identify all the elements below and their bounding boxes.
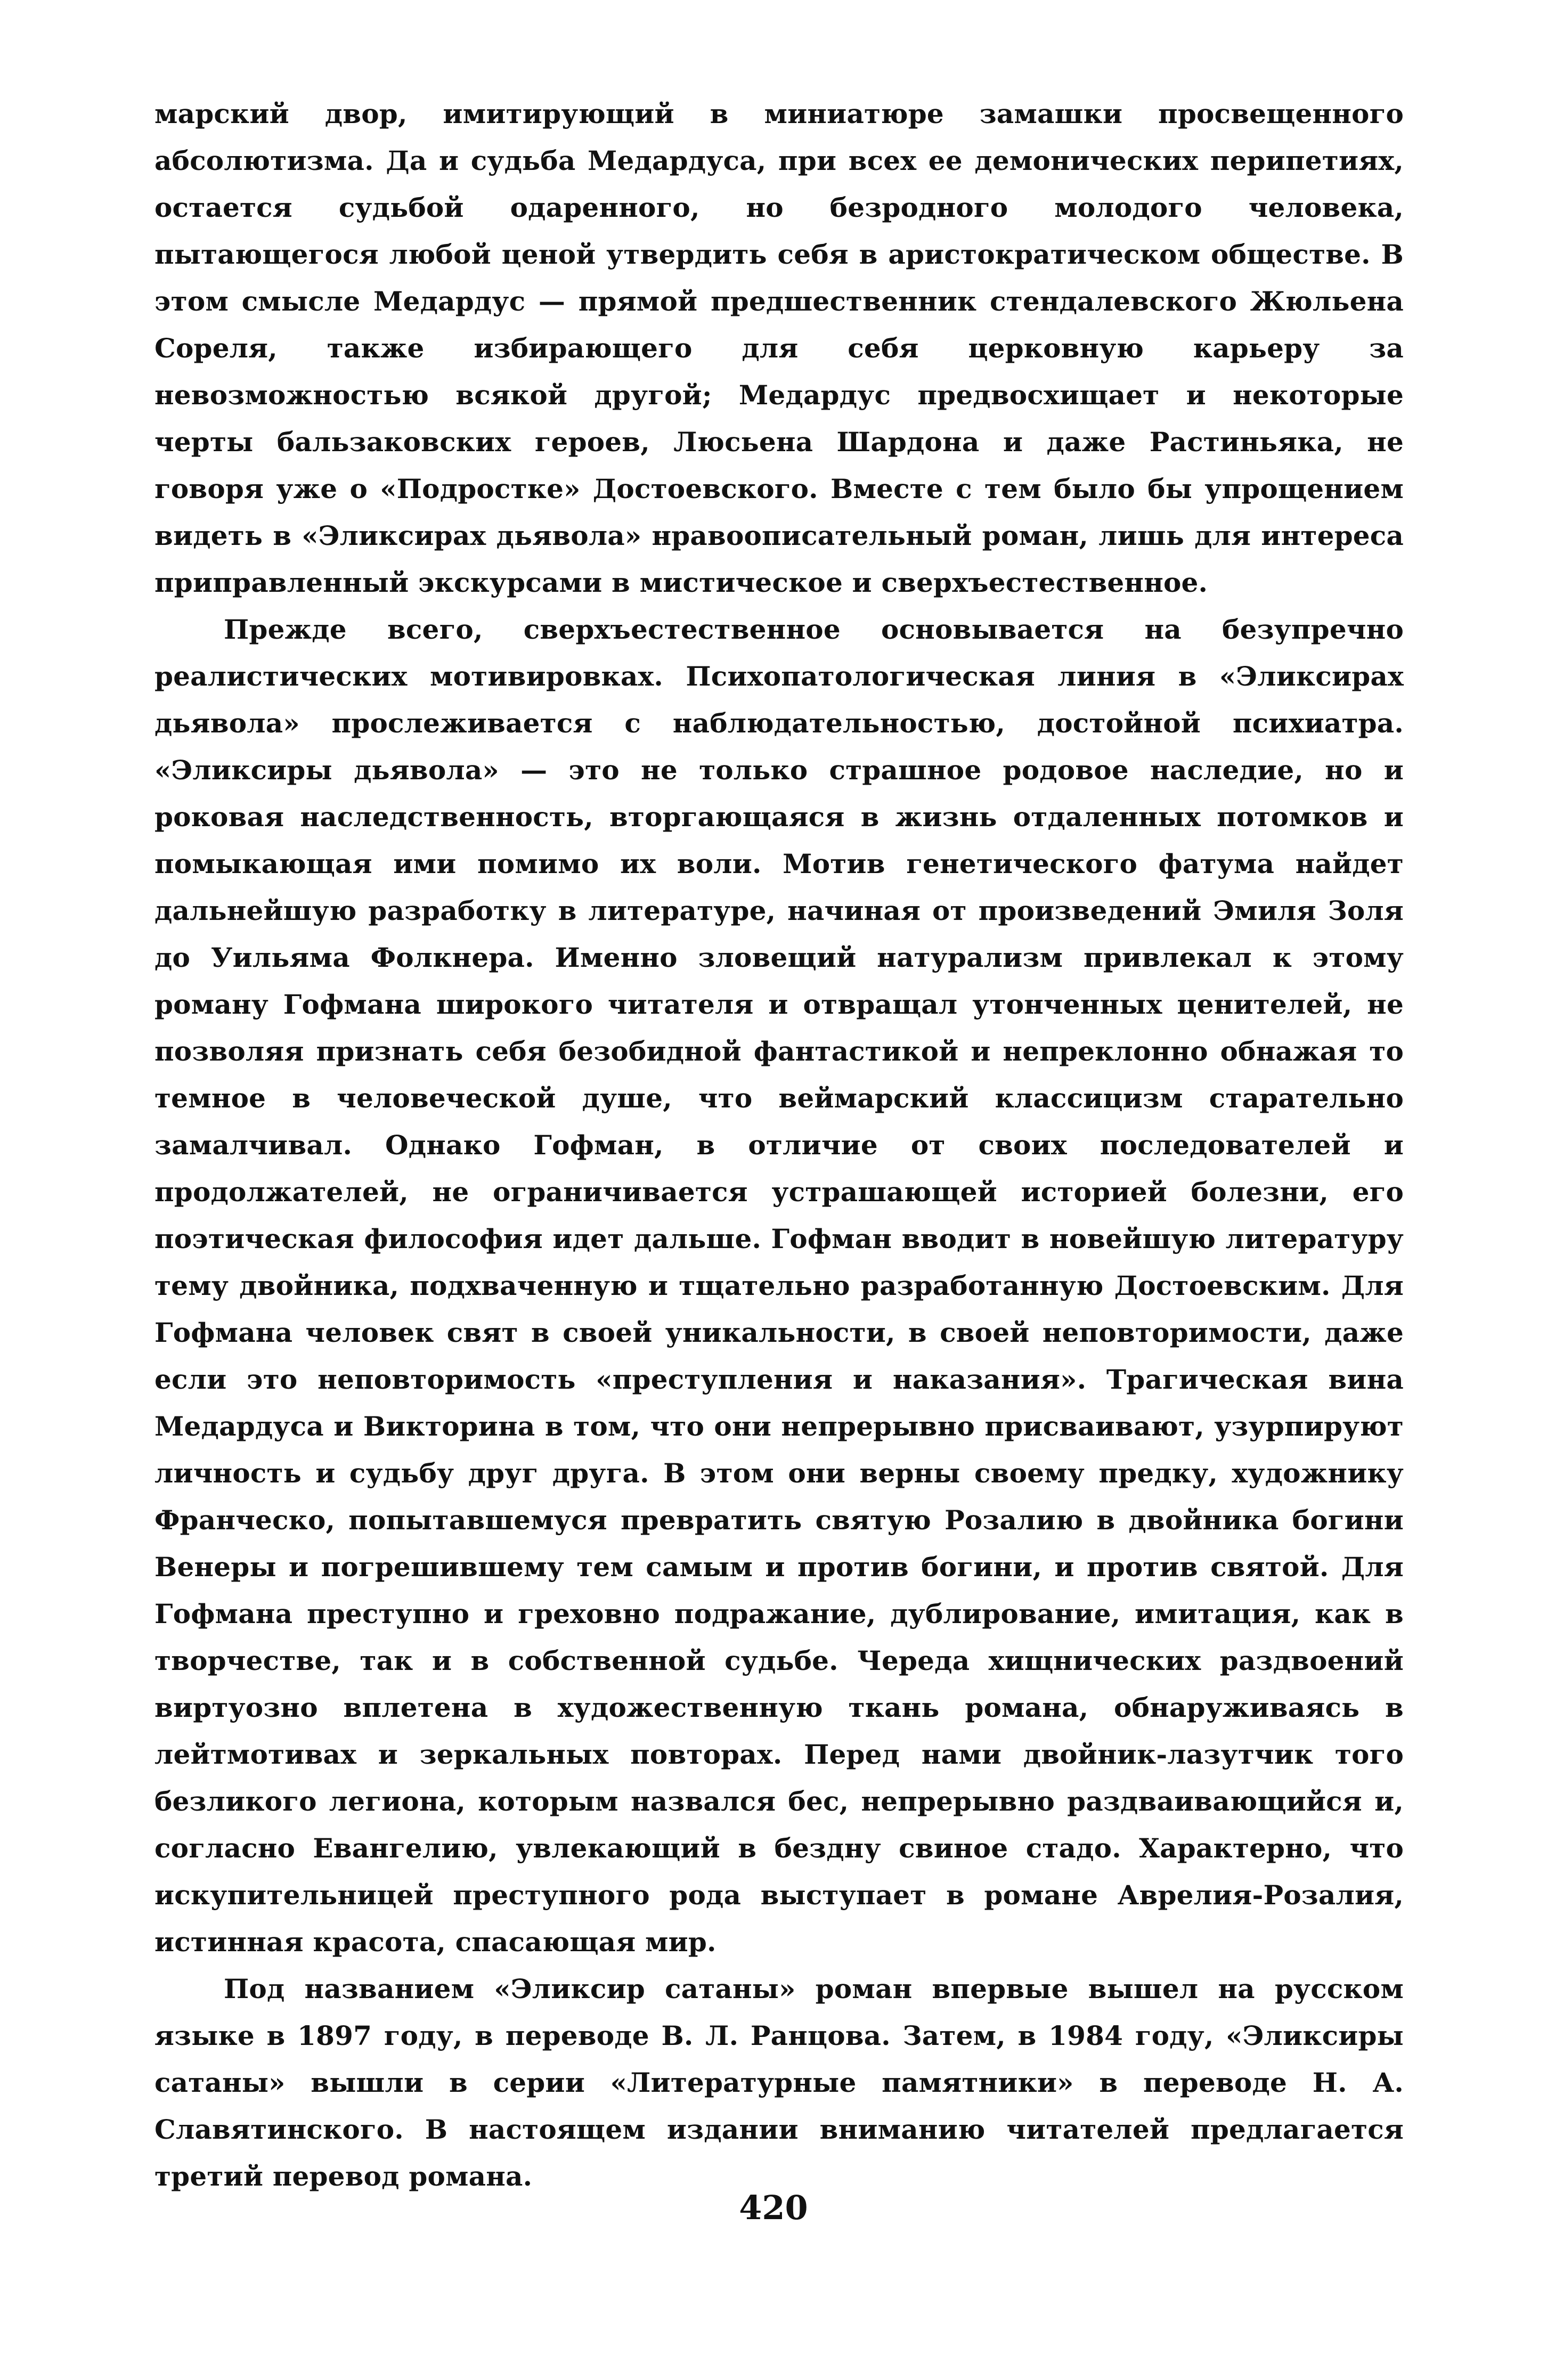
paragraph-2: Прежде всего, сверхъестественное основывается на безупречно реалистических мотивировках. Психопатологическая линия в «Эликсирах дьявола» прослеживается с наблюдательностью, достойной психиатра. «Эликсиры дьявола» — это не только страшное родовое наследие, но и роковая наследственность, вторгающаяся в жизнь отдаленных потомков и помыкающая ими помимо их воли. Мотив генетического фатума найдет дальнейшую разработку в литературе, начиная от произведений Эмиля Золя до Уильяма Фолкнера. Именно зловещий натурализм привлекал к этому роману Гофмана широкого читателя и отвращал утонченных ценителей, не позволяя признать себя безобидной фантастикой и непреклонно обнажая то темное в человеческой душе, что веймарский классицизм старательно замалчивал. Однако Гофман, в отличие от своих последователей и продолжателей, не ограничивается устрашающей историей болезни, его поэтическая философия идет дальше. Гофман вводит в новейшую литературу тему двойника, подхваченную и тщательно разработанную Достоевским. Для Гофмана человек свят в своей уникальности, в своей неповторимости, даже если это неповторимость «преступления и наказания». Трагическая вина Медардуса и Викторина в том, что они непрерывно присваивают, узурпируют личность и судьбу друг друга. В этом они верны своему предку, художнику Франческо, попытавшемуся превратить святую Розалию в двойника богини Венеры и погрешившему тем самым и против богини, и против святой. Для Гофмана преступно и греховно подражание, дублирование, имитация, как в творчестве, так и в собственной судьбе. Череда хищнических раздвоений виртуозно вплетена в художественную ткань романа, обнаруживаясь в лейтмотивах и зеркальных повторах. Перед нами двойник-лазутчик того безликого легиона, которым назвался бес, непрерывно раздваивающийся и, согласно Евангелию, увлекающий в бездну свиное стадо. Характерно, что искупительницей преступного рода выступает в романе Аврелия-Розалия, истинная красота, спасающая мир. [154, 614, 1404, 1958]
page-number: 420 [739, 2188, 808, 2227]
text-body [154, 91, 1404, 2200]
paragraph-3: Под названием «Эликсир сатаны» роман впервые вышел на русском языке в 1897 году, в переводе В. Л. Ранцова. Затем, в 1984 году, «Эликсиры сатаны» вышли в серии «Литературные памятники» в переводе Н. А. Славятинского. В настоящем издании вниманию читателей предлагается третий перевод романа. [154, 1973, 1404, 2192]
paragraph-1: марский двор, имитирующий в миниатюре замашки просвещенного абсолютизма. Да и судьба Медардуса, при всех ее демонических перипетиях, остается судьбой одаренного, но безродного молодого человека, пытающегося любой ценой утвердить себя в аристократическом обществе. В этом смысле Медардус — прямой предшественник стендалевского Жюльена Сореля, также избирающего для себя церковную карьеру за невозможностью всякой другой; Медардус предвосхищает и некоторые черты бальзаковских героев, Люсьена Шардона и даже Растиньяка, не говоря уже о «Подростке» Достоевского. Вместе с тем было бы упрощением видеть в «Эликсирах дьявола» нравоописательный роман, лишь для интереса приправленный экскурсами в мистическое и сверхъестественное. [154, 98, 1404, 598]
